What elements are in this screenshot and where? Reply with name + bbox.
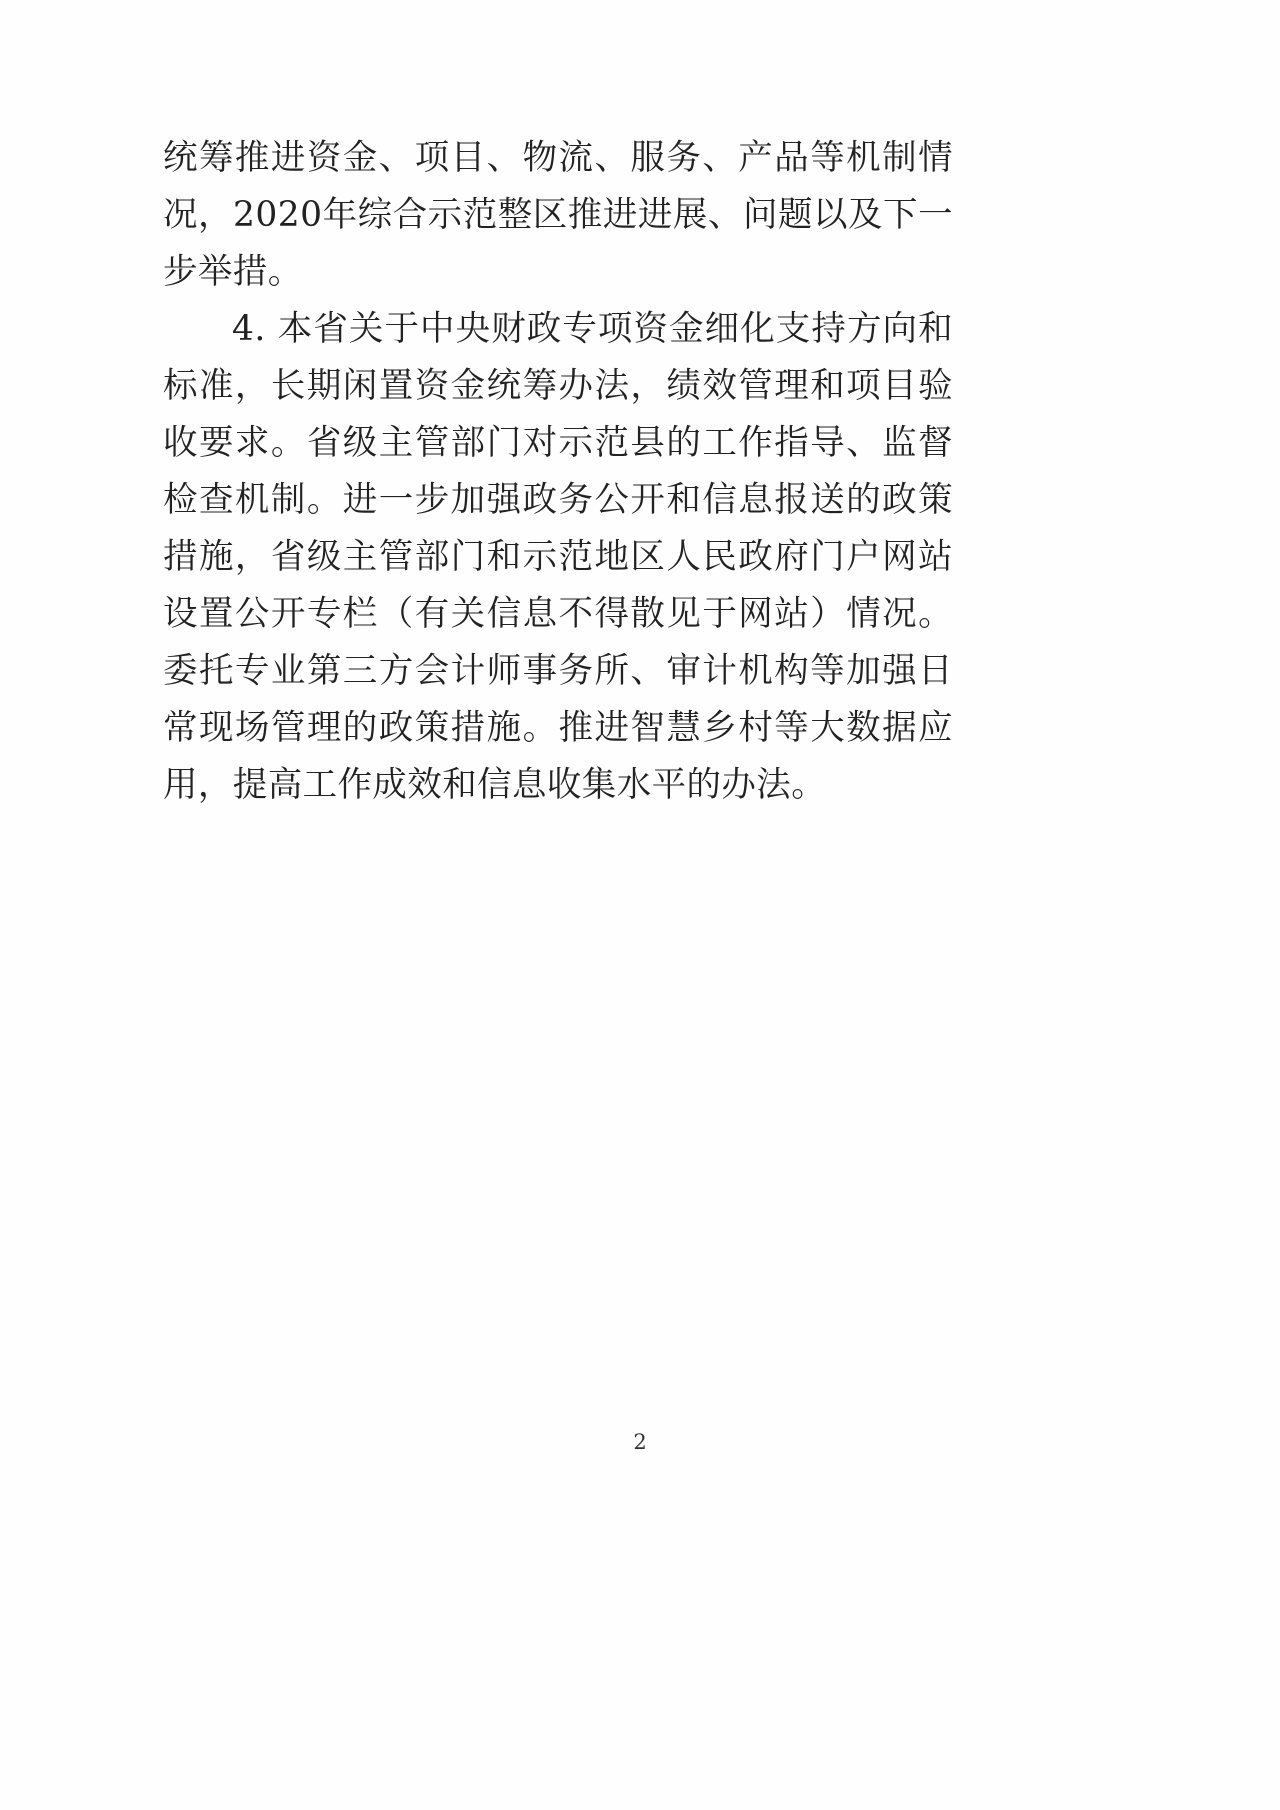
paragraph-continued: 统筹推进资金、项目、物流、服务、产品等机制情况，2020年综合示范整区推进进展、问题以及下一步举措。 [163, 138, 953, 292]
paragraph-item-4: 4. 本省关于中央财政专项资金细化支持方向和标准，长期闲置资金统筹办法，绩效管理和项目验收要求。省级主管部门对示范县的工作指导、监督检查机制。进一步加强政务公开和信息报送的政策措施，省级主管部门和示范地区人民政府门户网站设置公开专栏（有关信息不得散见于网站）情况。委托专业第三方会计师事务所、审计机构等加强日常现场管理的政策措施。推进智慧乡村等大数据应用，提高工作成效和信息收集水平的办法。 [163, 309, 953, 805]
page-number: 2 [633, 1430, 647, 1454]
document-body [163, 130, 953, 814]
